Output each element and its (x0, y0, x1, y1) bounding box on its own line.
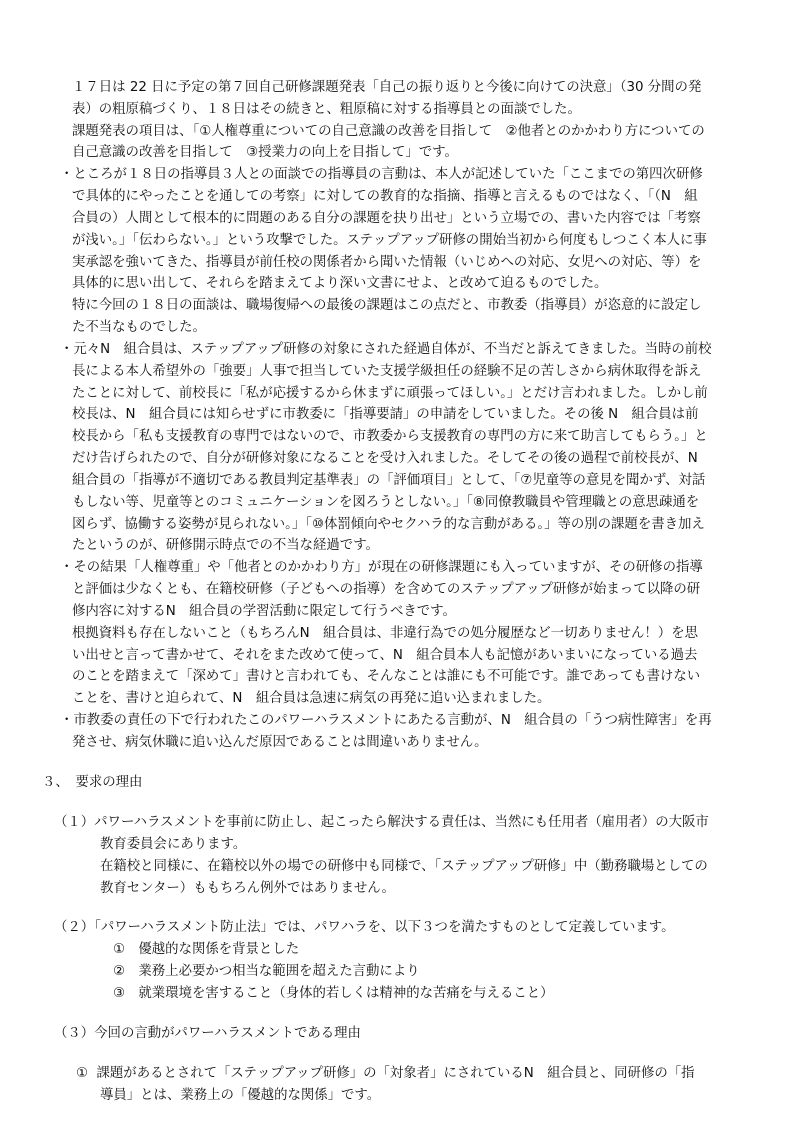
text-line: 教育委員会にあります。 (100, 837, 247, 852)
text-line: 長による本人希望外の「強要」人事で担当していた支援学級担任の経験不足の苦しさから病休取得を訴え (72, 364, 702, 379)
text-line: １７日は 22 日に予定の第７回自己研修課題発表「自己の振り返りと今後に向けての決意」（30 分間の発 (72, 80, 702, 95)
text-line: 教育センター）ももちろん例外ではありません。 (100, 881, 395, 896)
text-line: 組合員の「指導が不適切である教員判定基準表」の「評価項目」として、「⑦児童等の意見を聞かず、対話 (72, 473, 706, 488)
text-line: ・ところが１８日の指導員３人との面談での指導員の言動は、本人が記述していた「ここまでの第四次研修 (60, 167, 703, 182)
text-line: ３、 要求の理由 (42, 775, 143, 790)
text-line: ② 業務上必要かつ相当な範囲を超えた言動により (113, 964, 420, 979)
text-line: 自己意識の改善を目指して ③授業力の向上を目指して」です。 (72, 145, 458, 160)
text-line: （１）パワーハラスメントを事前に防止し、起こったら解決する責任は、当然にも任用者（雇用者）の大阪市 (54, 815, 709, 830)
text-line: 校長は、N 組合員には知らせずに市教委に「指導要請」の申請をしていました。その後 N 組合員は前 (72, 407, 699, 422)
text-line: ことを、書けと迫られて、N 組合員は急速に病気の再発に追い込まれました。 (72, 691, 551, 706)
text-line: だけ告げられたので、自分が研修対象になることを受け入れました。そしてその後の過程で前校長が、N (72, 451, 698, 466)
text-line: たことに対して、前校長に「私が応援するから休まずに頑張ってほしい。」とだけ言われました。しかし前 (72, 386, 708, 401)
text-line: ① 優越的な関係を背景とした (113, 942, 300, 957)
text-line: ① 課題があるとされて「ステップアップ研修」の「対象者」にされているN 組合員と、同研修の「指 (76, 1066, 695, 1081)
text-line: ・その結果「人権尊重」や「他者とのかかわり方」が現在の研修課題にも入っていますが、その研修の指導 (60, 560, 703, 575)
text-line: 発させ、病気休職に追い込んだ原因であることは間違いありません。 (72, 735, 488, 750)
text-line: と評価は少なくとも、在籍校研修（子どもへの指導）を含めてのステップアップ研修が始まって以降の研 (72, 582, 701, 597)
text-line: 具体的に思い出して、それらを踏まえてより深い文書にせよ、と改めて迫るものでした。 (72, 276, 608, 291)
text-line: ・市教委の責任の下で行われたこのパワーハラスメントにあたる言動が、N 組合員の「うつ病性障害」を再 (60, 713, 712, 728)
text-line: のことを踏まえて「深めて」書けと言われても、そんなことは誰にも不可能です。誰であっても書けない (72, 669, 701, 684)
text-line: た不当なものでした。 (72, 320, 206, 335)
text-line: い出せと言って書かせて、それをまた改めて使って、N 組合員本人も記憶があいまいになっている過去 (72, 648, 698, 663)
text-line: 校長から「私も支援教育の専門ではないので、市教委から支援教育の専門の方に来て助言してもらう。」と (72, 429, 708, 444)
text-line: 在籍校と同様に、在籍校以外の場での研修中も同様で、「ステップアップ研修」中（勤務職場としての (100, 859, 708, 874)
text-line: 特に今回の１８日の面談は、職場復帰への最後の課題はこの点だと、市教委（指導員）が恣意的に設定し (72, 298, 702, 313)
text-line: 表）の粗原稿づくり、１８日はその続きと、粗原稿に対する指導員との面談でした。 (72, 102, 581, 117)
text-line: 根拠資料も存在しないこと（もちろんN 組合員は、非違行為での処分履歴など一切ありません！）を思 (72, 626, 698, 641)
text-line: ・元々N 組合員は、ステップアップ研修の対象にされた経過自体が、不当だと訴えてきました。当時の前校 (60, 342, 712, 357)
text-line: もしない等、児童等とのコミュニケーションを図ろうとしない。」「⑧同僚教職員や管理職との意思疎通を (72, 495, 700, 510)
text-line: 導員」とは、業務上の「優越的な関係」です。 (100, 1088, 381, 1103)
text-line: 合員の）人間として根本的に問題のある自分の課題を抉り出せ」という立場での、書いた内容では「考察 (72, 211, 701, 226)
text-line: 図らず、協働する姿勢が見られない。」「⑩体罰傾向やセクハラ的な言動がある。」等の別の課題を書き加え (72, 517, 705, 532)
text-line: たというのが、研修開示時点での不当な経過です。 (72, 538, 379, 553)
text-line: （２）「パワーハラスメント防止法」では、パワハラを、以下３つを満たすものとして定義しています。 (54, 920, 675, 935)
text-line: ③ 就業環境を害すること（身体的若しくは精神的な苦痛を与えること） (113, 986, 554, 1001)
text-line: で具体的にやったことを通しての考察」に対しての教育的な指摘、指導と言えるものではなく、「（N 組 (72, 189, 698, 204)
text-line: 実承認を強いてきた、指導員が前任校の関係者から聞いた情報（いじめへの対応、女児への対応、等）を (72, 255, 702, 270)
text-line: 課題発表の項目は、「①人権尊重についての自己意識の改善を目指して ②他者とのかかわり方についての (72, 124, 705, 139)
text-line: （３）今回の言動がパワーハラスメントである理由 (54, 1026, 361, 1041)
text-line: 修内容に対するN 組合員の学習活動に限定して行うべきです。 (72, 604, 456, 619)
text-line: が浅い。」「伝わらない。」という攻撃でした。ステップアップ研修の開始当初から何度もしつこく本人に事 (72, 233, 707, 248)
